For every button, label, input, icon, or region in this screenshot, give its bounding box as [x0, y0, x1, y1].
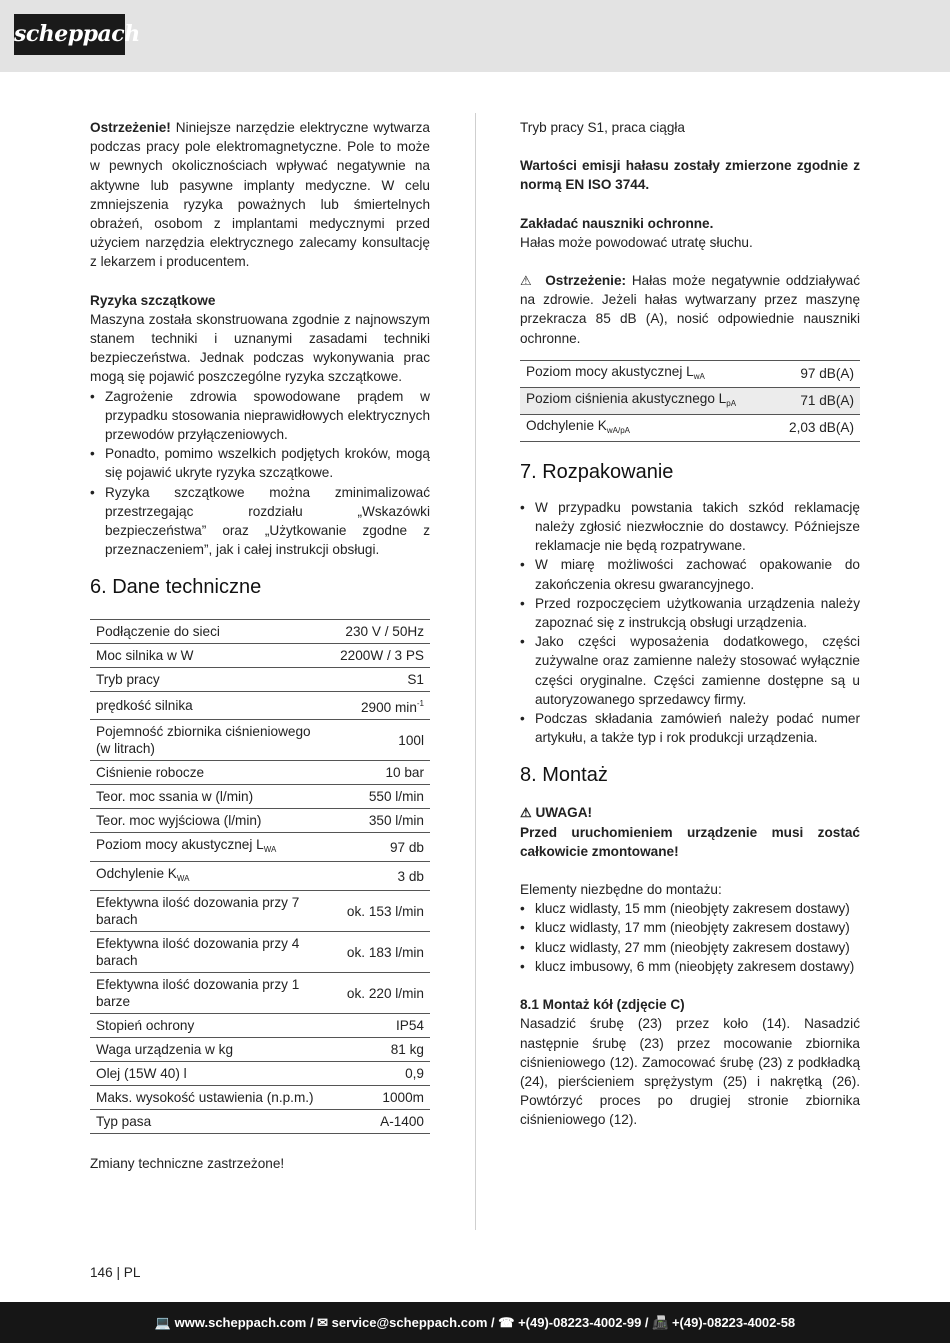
row-value: 100l — [334, 720, 430, 761]
row-label: Teor. moc wyjściowa (l/min) — [90, 809, 334, 833]
scheppach-logo: scheppach — [14, 14, 125, 55]
table-row — [520, 414, 860, 441]
right-column — [520, 118, 860, 1130]
row-label: Efektywna ilość dozowania przy 7 barach — [90, 891, 334, 932]
warning-triangle-icon: ⚠ — [520, 805, 532, 821]
row-value: 230 V / 50Hz — [334, 620, 430, 644]
table-row — [90, 668, 430, 692]
table-row — [90, 761, 430, 785]
assembly-elements-list — [520, 899, 860, 976]
row-value: IP54 — [334, 1014, 430, 1038]
row-value: 550 l/min — [334, 785, 430, 809]
row-value: 10 bar — [334, 761, 430, 785]
table-row — [90, 1062, 430, 1086]
row-label-subscript: wA/pA — [606, 425, 630, 435]
row-value: 2900 $\min^{-1}$ — [334, 692, 430, 720]
list-item: • W przypadku powstania takich szkód reklamację należy zgłosić niezwłocznie do dostawcy. Późniejsze reklamacje nie będą rozpatrywane. — [520, 498, 860, 556]
section-8-title: 8. Montaż — [520, 764, 608, 787]
row-value: 71 dB(A) — [772, 387, 860, 414]
residual-risks-title: Ryzyka szczątkowe — [90, 292, 216, 308]
section-7-title: 7. Rozpakowanie — [520, 460, 674, 483]
emf-warning-text: Niniejsze narzędzie elektryczne wytwarza podczas pracy pole elektromagnetyczne. Pole to może w pewnych okolicznościach wpływać negatywnie na aktywne lub pasywne implanty medyczne. W celu zmniejszenia ryzyka poważnych lub śmiertelnych obrażeń, osobom z implantami medycznymi przed użyciem narzędzia elektrycznego zalecamy konsultację z lekarzem i producentem. — [90, 120, 430, 270]
list-item: • Ryzyka szczątkowe można zminimalizować przestrzegając rozdziału „Wskazówki bezpieczeństwa” oraz „Użytkowanie zgodne z przeznaczeniem”, jak i całej instrukcji obsługi. — [90, 483, 430, 560]
row-label: prędkość silnika — [90, 692, 334, 720]
technical-data-table — [90, 619, 430, 1134]
column-divider — [475, 113, 476, 1230]
row-label: Poziom mocy akustycznej $L_{WA}$ — [90, 833, 334, 862]
residual-risks-list — [90, 387, 430, 560]
list-item: • W miarę możliwości zachować opakowanie do zakończenia okresu gwarancyjnego. — [520, 555, 860, 593]
row-label-subscript: wA — [693, 371, 705, 381]
technical-note: Zmiany techniczne zastrzeżone! — [90, 1156, 285, 1172]
table-row — [520, 360, 860, 387]
row-label: Efektywna ilość dozowania przy 4 barach — [90, 932, 334, 973]
table-row — [90, 785, 430, 809]
row-label: Odchylenie $K_{WA}$ — [90, 862, 334, 891]
row-value: 97 db — [334, 833, 430, 862]
row-value: 1000m — [334, 1086, 430, 1110]
assembly-elements-intro: Elementy niezbędne do montażu: — [520, 882, 722, 898]
residual-risks-text: Maszyna została skonstruowana zgodnie z najnowszym stanem techniki i uznanymi zasadami techniki bezpieczeństwa. Jednak podczas wykonywania prac mogą się pojawić poszczególne ryzyka szczątkowe. — [90, 311, 430, 385]
row-value: ok. 220 l/min — [334, 973, 430, 1014]
row-label: Odchylenie $K_{wA/pA}$ — [520, 414, 772, 441]
row-value: ok. 183 l/min — [334, 932, 430, 973]
header-band — [0, 0, 950, 72]
noise-table — [520, 360, 860, 442]
list-item: • klucz imbusowy, 6 mm (nieobjęty zakresem dostawy) — [520, 957, 860, 976]
operating-mode: Tryb pracy S1, praca ciągła — [520, 120, 685, 135]
row-label: Maks. wysokość ustawienia (n.p.m.) — [90, 1086, 334, 1110]
list-item: • Zagrożenie zdrowia spowodowane prądem w przypadku stosowania nieprawidłowych elektrycznych przewodów przyłączeniowych. — [90, 387, 430, 445]
list-item: • klucz widlasty, 27 mm (nieobjęty zakresem dostawy) — [520, 938, 860, 957]
table-row — [90, 973, 430, 1014]
row-label: Podłączenie do sieci — [90, 620, 334, 644]
table-row — [90, 620, 430, 644]
left-column — [90, 118, 430, 1174]
row-label-subscript: WA — [263, 845, 277, 855]
row-label: Poziom mocy akustycznej $L_{wA}$ — [520, 360, 772, 387]
table-row — [90, 720, 430, 761]
caution-label: UWAGA! — [535, 805, 593, 821]
row-label: Tryb pracy — [90, 668, 334, 692]
row-label: Moc silnika w W — [90, 644, 334, 668]
row-value: 3 db — [334, 862, 430, 891]
noise-warning-text: Hałas może negatywnie oddziaływać na zdrowie. Jeżeli hałas wytwarzany przez maszynę przekracza 85 dB (A), nosić odpowiednie nauszniki ochronne. — [520, 273, 860, 346]
table-row — [90, 862, 430, 891]
list-item: • Jako części wyposażenia dodatkowego, części zużywalne oraz zamienne należy stosować wyłącznie części oryginalne. Części zamienne dostępne są u autoryzowanego sprzedawcy firmy. — [520, 632, 860, 709]
table-row — [90, 1038, 430, 1062]
emf-warning — [90, 118, 430, 272]
row-label-subscript: WA — [176, 874, 190, 884]
table-row — [90, 932, 430, 973]
row-label: Efektywna ilość dozowania przy 1 barze — [90, 973, 334, 1014]
row-label: Teor. moc ssania w (l/min) — [90, 785, 334, 809]
noise-measured-note: Wartości emisji hałasu zostały zmierzone zgodnie z normą EN ISO 3744. — [520, 158, 860, 193]
row-value: 97 dB(A) — [772, 360, 860, 387]
table-row — [90, 1014, 430, 1038]
table-row — [90, 692, 430, 720]
table-row — [90, 809, 430, 833]
list-item: • Przed rozpoczęciem użytkowania urządzenia należy zapoznać się z instrukcją obsługi urządzenia. — [520, 594, 860, 632]
list-item: • klucz widlasty, 15 mm (nieobjęty zakresem dostawy) — [520, 899, 860, 918]
ear-protection-text: Hałas może powodować utratę słuchu. — [520, 234, 753, 250]
row-value: 2,03 dB(A) — [772, 414, 860, 441]
row-label-subscript: pA — [726, 398, 737, 408]
footer-contact-bar: 💻 www.scheppach.com / ✉ service@scheppach.com / ☎ +(49)-08223-4002-99 / 📠 +(49)-08223-4002-58 — [0, 1302, 950, 1343]
row-label: Olej (15W 40) l — [90, 1062, 334, 1086]
wheel-assembly-text: Nasadzić śrubę (23) przez koło (14). Nasadzić następnie śrubę (23) przez mocowanie zbiornika ciśnieniowego (12). Zamocować śrubę (23) z podkładką (24), pierścieniem sprężystym (25) i nakrętką (26). Powtórzyć proces po drugiej stronie zbiornika ciśnieniowego (12). — [520, 1016, 860, 1128]
noise-warning — [520, 271, 860, 348]
page-number: 146 | PL — [90, 1265, 141, 1280]
emf-warning-label: Ostrzeżenie! — [90, 120, 171, 135]
caution-heading — [520, 803, 860, 822]
row-value-superscript: -1 — [416, 699, 424, 709]
list-item: • klucz widlasty, 17 mm (nieobjęty zakresem dostawy) — [520, 918, 860, 937]
noise-warning-label: Ostrzeżenie: — [545, 273, 627, 289]
table-row — [520, 387, 860, 414]
row-label: Typ pasa — [90, 1110, 334, 1134]
caution-text: Przed uruchomieniem urządzenie musi zostać całkowicie zmontowane! — [520, 824, 860, 859]
list-item: • Podczas składania zamówień należy podać numer artykułu, a także typ i rok produkcji urządzenia. — [520, 709, 860, 747]
ear-protection-title: Zakładać nauszniki ochronne. — [520, 215, 714, 231]
unpacking-list — [520, 498, 860, 748]
row-value: S1 — [334, 668, 430, 692]
table-row — [90, 1110, 430, 1134]
row-label: Waga urządzenia w kg — [90, 1038, 334, 1062]
row-label: Poziom ciśnienia akustycznego $L_{pA}$ — [520, 387, 772, 414]
table-row — [90, 1086, 430, 1110]
row-value: 0,9 — [334, 1062, 430, 1086]
section-6-title: 6. Dane techniczne — [90, 576, 262, 599]
row-label: Ciśnienie robocze — [90, 761, 334, 785]
row-value: ok. 153 l/min — [334, 891, 430, 932]
table-row — [90, 833, 430, 862]
table-row — [90, 644, 430, 668]
warning-triangle-icon: ⚠ — [520, 273, 534, 289]
row-label: Stopień ochrony — [90, 1014, 334, 1038]
row-value: 81 kg — [334, 1038, 430, 1062]
row-value: A-1400 — [334, 1110, 430, 1134]
row-label: Pojemność zbiornika ciśnieniowego (w litrach) — [90, 720, 334, 761]
row-value: 2200W / 3 PS — [334, 644, 430, 668]
list-item: • Ponadto, pomimo wszelkich podjętych kroków, mogą się pojawić ukryte ryzyka szczątkowe. — [90, 444, 430, 482]
wheel-assembly-title: 8.1 Montaż kół (zdjęcie C) — [520, 997, 685, 1013]
table-row — [90, 891, 430, 932]
row-value: 350 l/min — [334, 809, 430, 833]
